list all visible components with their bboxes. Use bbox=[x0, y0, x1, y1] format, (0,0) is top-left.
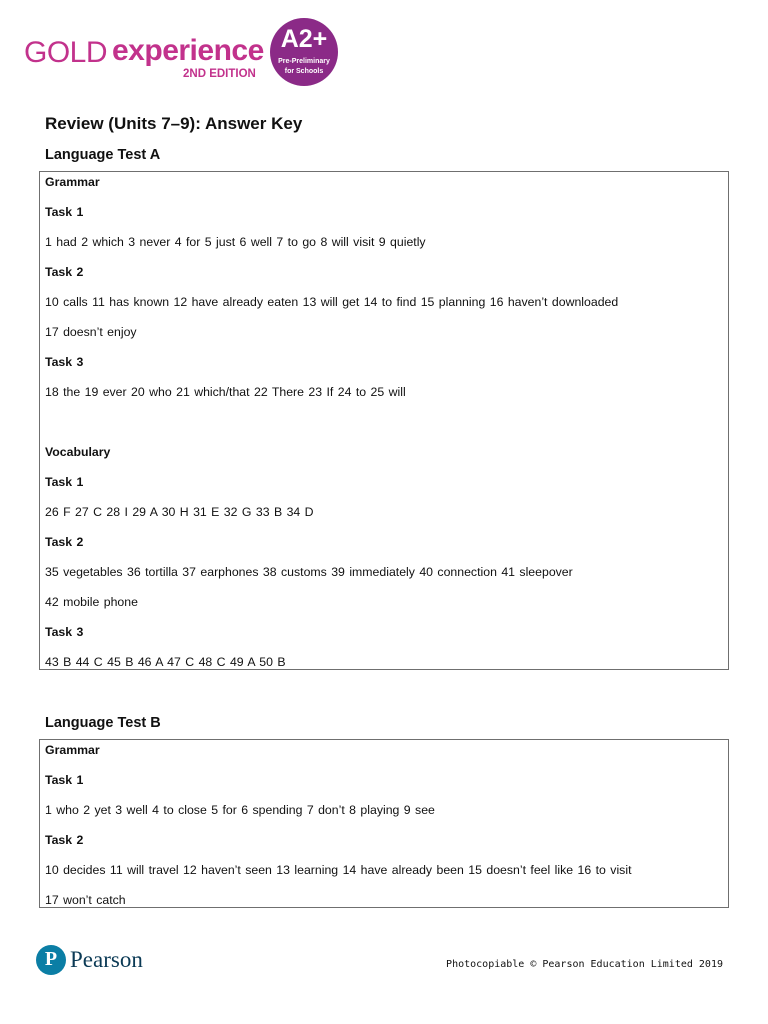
test-a-answer-box bbox=[39, 171, 729, 670]
level-sub-1: Pre-Preliminary bbox=[278, 58, 330, 65]
task-heading: Task 3 bbox=[45, 355, 84, 369]
logo-gold-text: GOLD bbox=[24, 36, 108, 69]
level-badge bbox=[270, 18, 338, 86]
test-b-title: Language Test B bbox=[45, 715, 161, 731]
level-label: A2+ bbox=[280, 25, 328, 53]
task-heading: Task 1 bbox=[45, 205, 84, 219]
answer-line: 35 vegetables 36 tortilla 37 earphones 38 customs 39 immediately 40 connection 41 sleepover bbox=[45, 565, 573, 579]
pearson-icon-mark: P bbox=[44, 948, 58, 970]
logo-edition-text: 2ND EDITION bbox=[183, 68, 256, 80]
task-heading: Task 2 bbox=[45, 833, 84, 847]
task-heading: Task 2 bbox=[45, 265, 84, 279]
task-heading: Task 1 bbox=[45, 773, 84, 787]
pearson-logo bbox=[36, 945, 156, 981]
pearson-icon bbox=[36, 945, 66, 975]
answer-line: 10 decides 11 will travel 12 haven’t seen 13 learning 14 have already been 15 doesn’t feel like 16 to visit bbox=[45, 863, 632, 877]
answer-line: 1 had 2 which 3 never 4 for 5 just 6 well 7 to go 8 will visit 9 quietly bbox=[45, 235, 426, 249]
level-sub-2: for Schools bbox=[284, 68, 324, 75]
gold-experience-logo bbox=[24, 18, 344, 94]
section-heading-vocabulary: Vocabulary bbox=[45, 445, 111, 459]
answer-line: 18 the 19 ever 20 who 21 which/that 22 There 23 If 24 to 25 will bbox=[45, 385, 406, 399]
answer-line: 43 B 44 C 45 B 46 A 47 C 48 C 49 A 50 B bbox=[45, 655, 286, 669]
pearson-wordmark: Pearson bbox=[70, 947, 143, 972]
task-heading: Task 3 bbox=[45, 625, 84, 639]
answer-line: 42 mobile phone bbox=[45, 595, 138, 609]
task-heading: Task 2 bbox=[45, 535, 84, 549]
test-b-answer-box bbox=[39, 739, 729, 908]
answer-line: 17 won’t catch bbox=[45, 893, 126, 907]
logo-experience-text: experience bbox=[112, 34, 264, 67]
document-title: Review (Units 7–9): Answer Key bbox=[45, 114, 303, 133]
answer-line: 26 F 27 C 28 I 29 A 30 H 31 E 32 G 33 B 34 D bbox=[45, 505, 314, 519]
task-heading: Task 1 bbox=[45, 475, 84, 489]
section-heading-grammar: Grammar bbox=[45, 743, 100, 757]
answer-line: 10 calls 11 has known 12 have already eaten 13 will get 14 to find 15 planning 16 haven’t downloaded bbox=[45, 295, 619, 309]
answer-line: 1 who 2 yet 3 well 4 to close 5 for 6 spending 7 don’t 8 playing 9 see bbox=[45, 803, 435, 817]
test-a-title: Language Test A bbox=[45, 147, 161, 163]
section-heading-grammar: Grammar bbox=[45, 175, 100, 189]
copyright-notice: Photocopiable © Pearson Education Limited 2019 bbox=[446, 959, 723, 970]
answer-line: 17 doesn’t enjoy bbox=[45, 325, 137, 339]
